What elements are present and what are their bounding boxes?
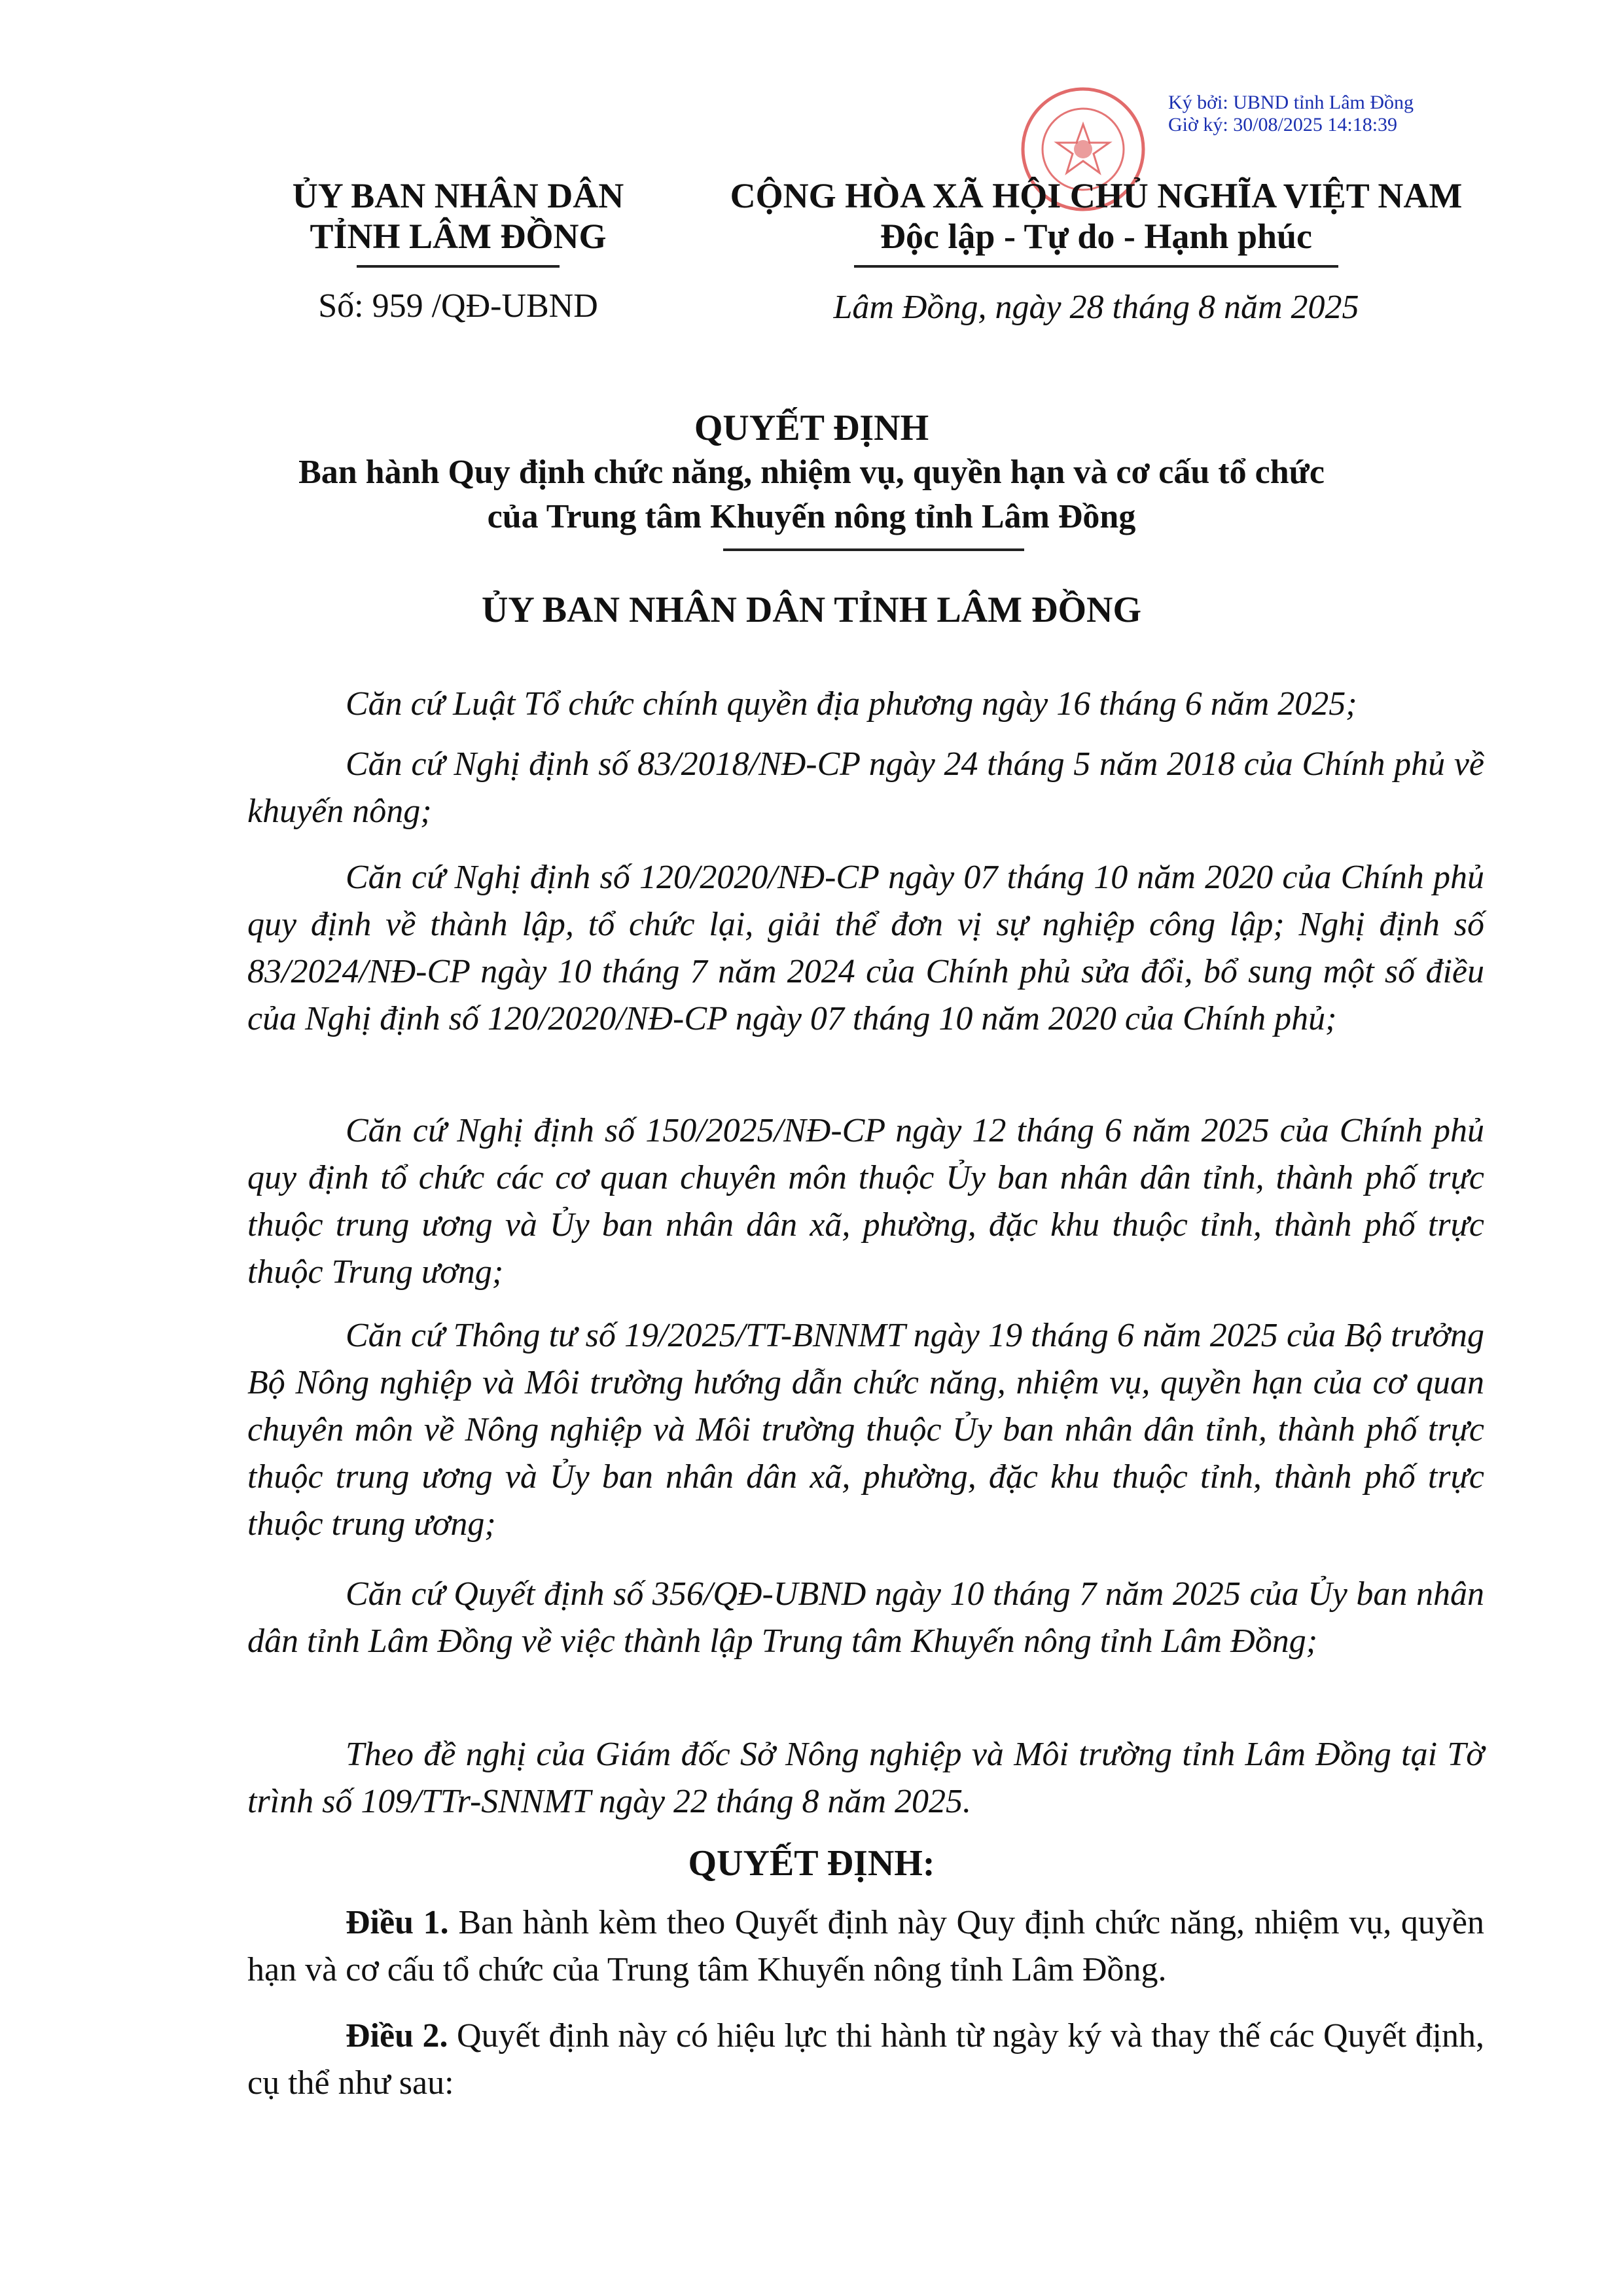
org-name-line1: ỦY BAN NHÂN DÂN xyxy=(292,176,624,215)
document-title: QUYẾT ĐỊNH xyxy=(694,408,929,448)
preamble-paragraph: Căn cứ Nghị định số 120/2020/NĐ-CP ngày 07 tháng 10 năm 2020 của Chính phủ quy định về thành lập, tổ chức lại, giải thể đơn vị sự nghiệp công lập; Nghị định số 83/2024/NĐ-CP ngày 10 tháng 7 năm 2024 của Chính phủ sửa đổi, bổ sung một số điều của Nghị định số 120/2020/NĐ-CP ngày 07 tháng 10 năm 2020 của Chính phủ; xyxy=(247,859,1484,1037)
preamble-paragraph: Căn cứ Nghị định số 150/2025/NĐ-CP ngày 12 tháng 6 năm 2025 của Chính phủ quy định tổ chức các cơ quan chuyên môn thuộc Ủy ban nhân dân tỉnh, thành phố trực thuộc trung ương và Ủy ban nhân dân xã, phường, đặc khu thuộc tỉnh, thành phố trực thuộc Trung ương; xyxy=(247,1112,1484,1291)
preamble-paragraph: Căn cứ Luật Tổ chức chính quyền địa phương ngày 16 tháng 6 năm 2025; xyxy=(346,685,1357,723)
document-number: Số: 959 /QĐ-UBND xyxy=(318,287,598,325)
org-name-line2: TỈNH LÂM ĐỒNG xyxy=(310,217,607,256)
article-text: Ban hành kèm theo Quyết định này Quy định chức năng, nhiệm vụ, quyền hạn và cơ cấu tổ chức của Trung tâm Khuyến nông tỉnh Lâm Đồng. xyxy=(247,1904,1485,1988)
signed-by-text: Ký bởi: UBND tỉnh Lâm Đồng xyxy=(1168,92,1414,113)
decision-heading: QUYẾT ĐỊNH: xyxy=(688,1843,935,1884)
national-motto: Độc lập - Tự do - Hạnh phúc xyxy=(880,217,1313,256)
article-label: Điều 2. xyxy=(346,2017,448,2054)
issuing-authority: ỦY BAN NHÂN DÂN TỈNH LÂM ĐỒNG xyxy=(481,590,1142,630)
document-subtitle-line1: Ban hành Quy định chức năng, nhiệm vụ, quyền hạn và cơ cấu tổ chức xyxy=(298,454,1325,491)
article-2 xyxy=(247,2013,1484,2107)
article-text: Quyết định này có hiệu lực thi hành từ ngày ký và thay thế các Quyết định, cụ thể như sau: xyxy=(247,2017,1485,2102)
signed-time-text: Giờ ký: 30/08/2025 14:18:39 xyxy=(1168,114,1398,135)
title-divider xyxy=(723,548,1024,551)
preamble-paragraph: Căn cứ Quyết định số 356/QĐ-UBND ngày 10 tháng 7 năm 2025 của Ủy ban nhân dân tỉnh Lâm Đồng về việc thành lập Trung tâm Khuyến nông tỉnh Lâm Đồng; xyxy=(247,1575,1484,1660)
motto-divider xyxy=(854,265,1338,268)
preamble-paragraph: Căn cứ Thông tư số 19/2025/TT-BNNMT ngày 19 tháng 6 năm 2025 của Bộ trưởng Bộ Nông nghiệp và Môi trường hướng dẫn chức năng, nhiệm vụ, quyền hạn của cơ quan chuyên môn về Nông nghiệp và Môi trường thuộc Ủy ban nhân dân tỉnh, thành phố trực thuộc trung ương và Ủy ban nhân dân xã, phường, đặc khu thuộc tỉnh, thành phố trực thuộc trung ương; xyxy=(247,1317,1484,1543)
article-label: Điều 1. xyxy=(346,1904,449,1941)
org-divider xyxy=(357,265,560,268)
document-date: Lâm Đồng, ngày 28 tháng 8 năm 2025 xyxy=(833,289,1359,326)
preamble-paragraph: Căn cứ Nghị định số 83/2018/NĐ-CP ngày 24 tháng 5 năm 2018 của Chính phủ về khuyến nông; xyxy=(247,745,1484,830)
preamble-paragraph: Theo đề nghị của Giám đốc Sở Nông nghiệp và Môi trường tỉnh Lâm Đồng tại Tờ trình số 109/TTr-SNNMT ngày 22 tháng 8 năm 2025. xyxy=(247,1736,1484,1820)
document-subtitle-line2: của Trung tâm Khuyến nông tỉnh Lâm Đồng xyxy=(487,498,1136,535)
digital-signature-info xyxy=(1168,92,1414,136)
article-1 xyxy=(247,1899,1484,1994)
national-title: CỘNG HÒA XÃ HỘI CHỦ NGHĨA VIỆT NAM xyxy=(730,176,1463,215)
